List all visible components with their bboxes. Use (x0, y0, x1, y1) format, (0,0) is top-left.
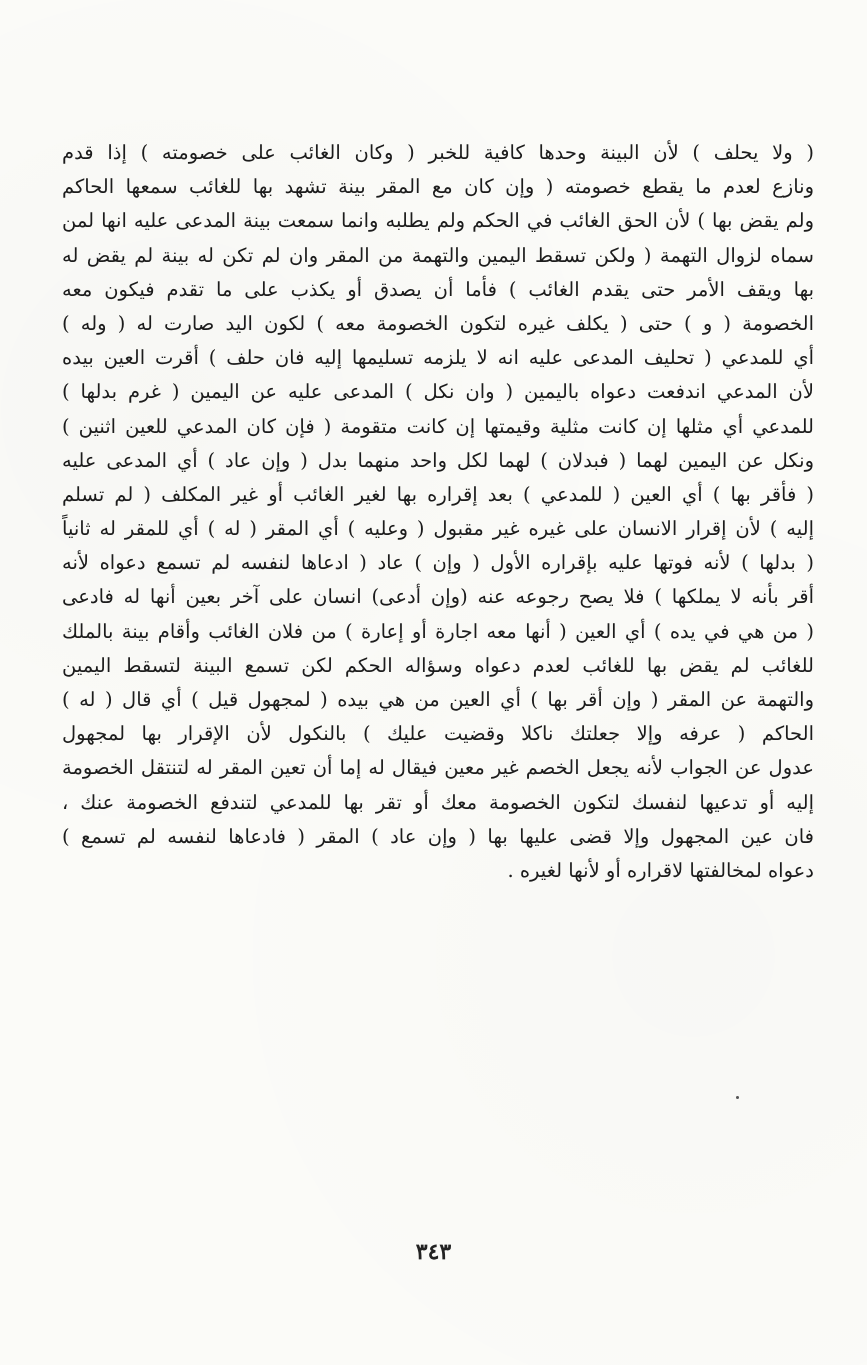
text-line-last: دعواه لمخالفتها لاقراره أو لأنها لغيره . (507, 858, 814, 882)
text-line: ونازع لعدم ما يقطع خصومته ( وإن كان مع المقر بينة تشهد بها للغائب سمعها الحاكم (62, 175, 814, 199)
body-text (62, 136, 814, 888)
text-line: ولم يقض بها ) لأن الحق الغائب في الحكم ولم يطلبه وانما سمعت بينة المدعى عليه انها لمن (62, 209, 814, 233)
text-line: عدول عن الجواب لأنه يجعل الخصم غير معين فيقال له إما أن تعين المقر له لتنتقل الخصومة (62, 756, 814, 780)
text-line: ونكل عن اليمين لهما ( فبدلان ) لهما لكل واحد منهما بدل ( وإن عاد ) أي المدعى عليه (62, 448, 814, 472)
text-line: للمدعي أي مثلها إن كانت مثلية وقيمتها إن كانت متقومة ( فإن كان المدعي للعين اثنين ) (62, 414, 814, 438)
text-line: ( ولا يحلف ) لأن البينة وحدها كافية للخبر ( وكان الغائب على خصومته ) إذا قدم (62, 141, 814, 164)
text-line: لأن المدعي اندفعت دعواه باليمين ( وان نكل ) المدعى عليه عن اليمين ( غرم بدلها ) (62, 380, 814, 404)
scan-speck (736, 1096, 739, 1099)
text-line: الخصومة ( و ) حتى ( يكلف غيره لتكون الخصومة معه ) لكون اليد صارت له ( وله ) (62, 311, 814, 335)
text-line: إليه ) لأن إقرار الانسان على غيره غير مقبول ( وعليه ) أي المقر ( له ) أي للمقر له ثانياً (62, 517, 814, 541)
text-line: بها ويقف الأمر حتى يقدم الغائب ) فأما أن يصدق أو يكذب على ما تقدم فيكون معه (62, 277, 814, 301)
text-line: والتهمة عن المقر ( وإن أقر بها ) أي العين من هي بيده ( لمجهول قيل ) أي قال ( له ) (62, 688, 814, 711)
text-line: أقر بأنه لا يملكها ) فلا يصح رجوعه عنه (وإن أدعى) انسان على آخر بعين أنها له فادعى (62, 585, 814, 609)
text-line: أي للمدعي ( تحليف المدعى عليه انه لا يلزمه تسليمها إليه فان حلف ) أقرت العين بيده (62, 346, 814, 370)
text-line: للغائب لم يقض بها للغائب لعدم دعواه وسؤاله الحكم لكن تسمع البينة لتسقط اليمين (62, 653, 814, 677)
page-number: ٣٤٣ (415, 1239, 452, 1265)
text-line: ( فأقر بها ) أي العين ( للمدعي ) بعد إقراره بها لغير الغائب أو غير المكلف ( لم تسلم (62, 482, 814, 506)
text-line: ( من هي في يده ) أي العين ( أنها معه اجارة أو إعارة ) من فلان الغائب وأقام بينة بالملك (62, 619, 814, 643)
text-line: سماه لزوال التهمة ( ولكن تسقط اليمين والتهمة من المقر وان لم تكن له بينة لم يقض له (62, 243, 814, 267)
text-line: الحاكم ( عرفه وإلا جعلتك ناكلا وقضيت عليك ) بالنكول لأن الإقرار بها لمجهول (62, 722, 814, 746)
text-line: إليه أو تدعيها لنفسك لتكون الخصومة معك أو تقر بها للمدعي لتندفع الخصومة عنك ، (62, 790, 814, 814)
text-line: فان عين المجهول وإلا قضى عليها بها ( وإن عاد ) المقر ( فادعاها لنفسه لم تسمع ) (62, 824, 814, 848)
text-line: ( بدلها ) لأنه فوتها عليه بإقراره الأول ( وإن ) عاد ( ادعاها لنفسه لم تسمع دعواه لأنه (62, 551, 814, 575)
